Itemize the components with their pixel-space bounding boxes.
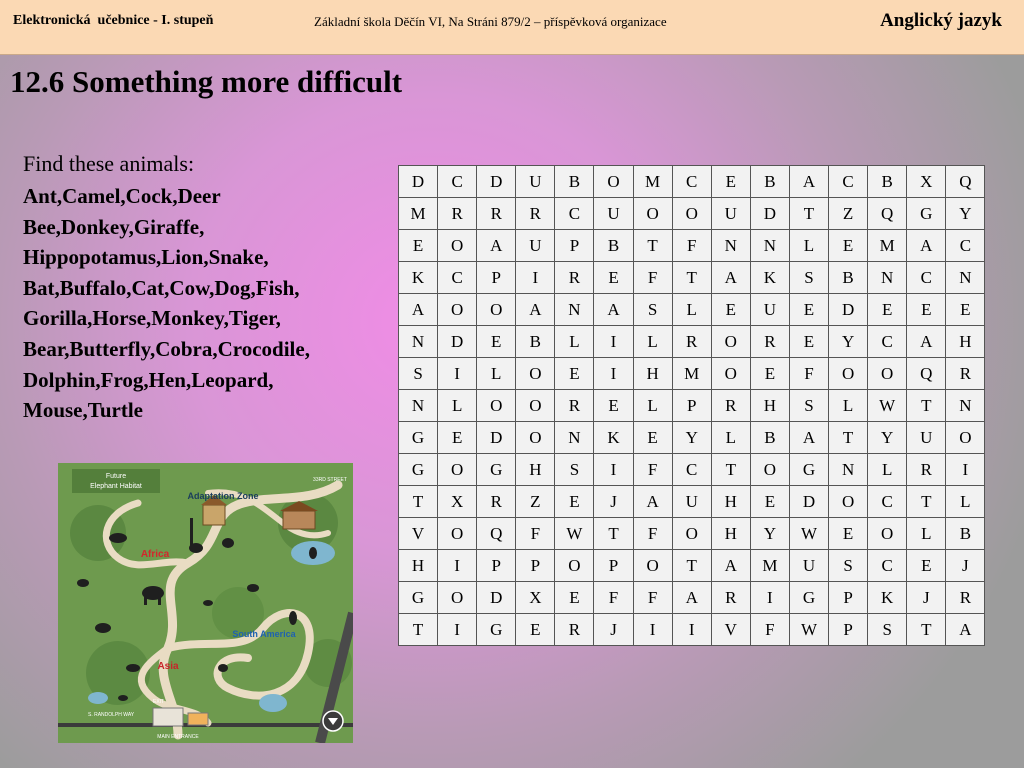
grid-cell: R bbox=[946, 358, 985, 390]
bear-icon bbox=[218, 664, 228, 672]
animal-list-line: Ant,Camel,Cock,Deer bbox=[23, 184, 221, 208]
grid-cell: H bbox=[946, 326, 985, 358]
grid-cell: A bbox=[672, 582, 711, 614]
grid-cell: G bbox=[399, 582, 438, 614]
grid-cell: M bbox=[672, 358, 711, 390]
animal-list-line: Mouse,Turtle bbox=[23, 398, 143, 423]
grid-cell: M bbox=[633, 166, 672, 198]
grid-cell: Q bbox=[946, 166, 985, 198]
grid-cell: O bbox=[946, 422, 985, 454]
grid-cell: G bbox=[477, 614, 516, 646]
grid-cell: C bbox=[868, 550, 907, 582]
grid-cell: R bbox=[711, 582, 750, 614]
grid-cell: I bbox=[594, 454, 633, 486]
grid-cell: C bbox=[946, 230, 985, 262]
grid-cell: T bbox=[399, 486, 438, 518]
grid-cell: F bbox=[633, 518, 672, 550]
grid-cell: R bbox=[555, 390, 594, 422]
page-title: 12.6 Something more difficult bbox=[10, 64, 403, 99]
grid-cell: R bbox=[555, 262, 594, 294]
grid-row bbox=[399, 614, 985, 646]
grid-cell: C bbox=[672, 454, 711, 486]
grid-cell: S bbox=[789, 390, 828, 422]
grid-cell: O bbox=[438, 582, 477, 614]
grid-cell: E bbox=[829, 230, 868, 262]
grid-cell: Y bbox=[829, 326, 868, 358]
grid-cell: O bbox=[672, 518, 711, 550]
grid-cell: G bbox=[907, 198, 946, 230]
grid-cell: X bbox=[907, 166, 946, 198]
grid-cell: Z bbox=[516, 486, 555, 518]
grid-cell: R bbox=[477, 486, 516, 518]
grid-cell: L bbox=[477, 358, 516, 390]
grid-cell: M bbox=[399, 198, 438, 230]
grid-cell: H bbox=[711, 518, 750, 550]
grid-cell: T bbox=[907, 614, 946, 646]
map-label-asia: Asia bbox=[157, 661, 179, 672]
grid-cell: F bbox=[672, 230, 711, 262]
grid-cell: D bbox=[829, 294, 868, 326]
grid-cell: R bbox=[711, 390, 750, 422]
grid-cell: A bbox=[946, 614, 985, 646]
grid-cell: B bbox=[750, 166, 789, 198]
grid-cell: R bbox=[672, 326, 711, 358]
grid-cell: O bbox=[868, 358, 907, 390]
grid-cell: F bbox=[594, 582, 633, 614]
grid-cell: U bbox=[672, 486, 711, 518]
grid-cell: E bbox=[750, 358, 789, 390]
grid-cell: S bbox=[868, 614, 907, 646]
map-label-main-entrance: MAIN ENTRANCE bbox=[157, 734, 199, 740]
grid-cell: T bbox=[672, 262, 711, 294]
grid-cell: T bbox=[399, 614, 438, 646]
grid-row bbox=[399, 198, 985, 230]
grid-cell: O bbox=[516, 358, 555, 390]
grid-row bbox=[399, 294, 985, 326]
grid-row bbox=[399, 582, 985, 614]
grid-cell: O bbox=[594, 166, 633, 198]
grid-cell: B bbox=[829, 262, 868, 294]
animal-list-line: Bat,Buffalo,Cat,Cow,Dog,Fish, bbox=[23, 275, 300, 300]
grid-cell: O bbox=[438, 230, 477, 262]
grid-cell: H bbox=[399, 550, 438, 582]
grid-cell: N bbox=[750, 230, 789, 262]
zebra-icon bbox=[77, 579, 89, 587]
grid-cell: E bbox=[711, 294, 750, 326]
map-label-exit: EXIT bbox=[153, 699, 165, 705]
grid-cell: A bbox=[789, 166, 828, 198]
grid-cell: E bbox=[789, 294, 828, 326]
grid-cell: I bbox=[516, 262, 555, 294]
grid-cell: B bbox=[516, 326, 555, 358]
grid-cell: I bbox=[750, 582, 789, 614]
grid-cell: O bbox=[516, 390, 555, 422]
grid-cell: V bbox=[399, 518, 438, 550]
grid-cell: S bbox=[555, 454, 594, 486]
grid-cell: F bbox=[633, 582, 672, 614]
grid-cell: G bbox=[477, 454, 516, 486]
grid-cell: W bbox=[789, 614, 828, 646]
grid-cell: D bbox=[789, 486, 828, 518]
grid-cell: V bbox=[711, 614, 750, 646]
penguin-icon bbox=[309, 547, 317, 559]
grid-cell: M bbox=[868, 230, 907, 262]
grid-cell: N bbox=[399, 390, 438, 422]
grid-cell: P bbox=[516, 550, 555, 582]
grid-cell: R bbox=[477, 198, 516, 230]
grid-cell: G bbox=[789, 582, 828, 614]
grid-cell: O bbox=[438, 454, 477, 486]
grid-cell: S bbox=[399, 358, 438, 390]
grid-cell: L bbox=[438, 390, 477, 422]
grid-cell: N bbox=[946, 262, 985, 294]
grid-cell: A bbox=[907, 326, 946, 358]
grid-cell: L bbox=[907, 518, 946, 550]
grid-row bbox=[399, 518, 985, 550]
grid-cell: Z bbox=[829, 198, 868, 230]
grid-cell: R bbox=[750, 326, 789, 358]
grid-cell: R bbox=[907, 454, 946, 486]
grid-cell: R bbox=[555, 614, 594, 646]
grid-cell: C bbox=[438, 166, 477, 198]
map-label-adaptation-zone: Adaptation Zone bbox=[187, 491, 259, 501]
grid-cell: H bbox=[633, 358, 672, 390]
grid-cell: N bbox=[946, 390, 985, 422]
grid-row bbox=[399, 550, 985, 582]
grid-cell: O bbox=[477, 390, 516, 422]
map-label-future: Future bbox=[105, 473, 127, 480]
grid-cell: N bbox=[829, 454, 868, 486]
map-label-africa: Africa bbox=[140, 549, 170, 560]
grid-cell: E bbox=[633, 422, 672, 454]
grid-cell: X bbox=[438, 486, 477, 518]
grid-cell: U bbox=[594, 198, 633, 230]
grid-cell: L bbox=[672, 294, 711, 326]
grid-row bbox=[399, 166, 985, 198]
grid-cell: A bbox=[516, 294, 555, 326]
grid-cell: T bbox=[711, 454, 750, 486]
grid-cell: H bbox=[711, 486, 750, 518]
grid-cell: G bbox=[399, 454, 438, 486]
grid-cell: M bbox=[750, 550, 789, 582]
grid-cell: K bbox=[594, 422, 633, 454]
grid-cell: N bbox=[555, 294, 594, 326]
zoo-map-image bbox=[58, 463, 353, 743]
grid-cell: P bbox=[477, 550, 516, 582]
grid-cell: O bbox=[868, 518, 907, 550]
page-header bbox=[0, 0, 1024, 55]
grid-cell: I bbox=[594, 358, 633, 390]
animal-list-line: Dolphin,Frog,Hen,Leopard, bbox=[23, 367, 274, 392]
grid-cell: A bbox=[477, 230, 516, 262]
grid-cell: Y bbox=[868, 422, 907, 454]
grid-cell: D bbox=[477, 422, 516, 454]
grid-cell: A bbox=[711, 262, 750, 294]
grid-cell: O bbox=[633, 550, 672, 582]
grid-cell: I bbox=[672, 614, 711, 646]
animal-list-line: Gorilla,Horse,Monkey,Tiger, bbox=[23, 306, 281, 331]
grid-cell: N bbox=[868, 262, 907, 294]
elephant-leg-icon bbox=[144, 597, 147, 605]
grid-cell: T bbox=[789, 198, 828, 230]
giraffe-icon bbox=[189, 543, 203, 553]
grid-cell: D bbox=[477, 166, 516, 198]
rhino-icon bbox=[109, 533, 127, 543]
grid-cell: K bbox=[868, 582, 907, 614]
map-label-south-america: South America bbox=[232, 629, 296, 639]
grid-cell: L bbox=[946, 486, 985, 518]
grid-cell: C bbox=[868, 326, 907, 358]
map-label-elephant-habitat: Elephant Habitat bbox=[90, 483, 142, 490]
grid-cell: W bbox=[555, 518, 594, 550]
grid-cell: J bbox=[907, 582, 946, 614]
grid-cell: A bbox=[399, 294, 438, 326]
tiger-icon bbox=[126, 664, 140, 672]
grid-row bbox=[399, 262, 985, 294]
grid-cell: O bbox=[477, 294, 516, 326]
grid-cell: G bbox=[399, 422, 438, 454]
grid-cell: C bbox=[555, 198, 594, 230]
grid-cell: L bbox=[633, 326, 672, 358]
jaguar-icon bbox=[247, 584, 259, 592]
grid-cell: I bbox=[633, 614, 672, 646]
animal-list-line: Hippopotamus,Lion,Snake, bbox=[23, 245, 269, 270]
grid-cell: T bbox=[672, 550, 711, 582]
grid-cell: H bbox=[750, 390, 789, 422]
grid-cell: Q bbox=[477, 518, 516, 550]
grid-cell: L bbox=[868, 454, 907, 486]
grid-row bbox=[399, 454, 985, 486]
grid-cell: N bbox=[399, 326, 438, 358]
grid-cell: F bbox=[516, 518, 555, 550]
grid-cell: Q bbox=[907, 358, 946, 390]
pond-south bbox=[259, 694, 287, 712]
grid-cell: I bbox=[438, 614, 477, 646]
grid-cell: P bbox=[477, 262, 516, 294]
grid-cell: A bbox=[789, 422, 828, 454]
grid-row bbox=[399, 326, 985, 358]
grid-cell: C bbox=[438, 262, 477, 294]
grid-cell: E bbox=[477, 326, 516, 358]
gorilla-icon bbox=[222, 538, 234, 548]
grid-cell: O bbox=[750, 454, 789, 486]
grid-row bbox=[399, 390, 985, 422]
grid-cell: A bbox=[633, 486, 672, 518]
grid-cell: R bbox=[516, 198, 555, 230]
grid-cell: L bbox=[789, 230, 828, 262]
grid-cell: U bbox=[711, 198, 750, 230]
grid-cell: P bbox=[829, 582, 868, 614]
grid-cell: O bbox=[672, 198, 711, 230]
grid-cell: P bbox=[672, 390, 711, 422]
header-left-text: Elektronická učebnice - I. stupeň bbox=[13, 13, 214, 28]
grid-cell: E bbox=[789, 326, 828, 358]
grid-cell: J bbox=[594, 614, 633, 646]
grid-cell: E bbox=[711, 166, 750, 198]
grid-cell: L bbox=[633, 390, 672, 422]
grid-cell: I bbox=[438, 358, 477, 390]
grid-cell: E bbox=[516, 614, 555, 646]
grid-cell: G bbox=[789, 454, 828, 486]
grid-cell: A bbox=[907, 230, 946, 262]
grid-cell: E bbox=[946, 294, 985, 326]
grid-cell: J bbox=[946, 550, 985, 582]
grid-cell: S bbox=[789, 262, 828, 294]
grid-cell: Q bbox=[868, 198, 907, 230]
grid-cell: I bbox=[438, 550, 477, 582]
grid-cell: R bbox=[946, 582, 985, 614]
header-center-text: Základní škola Děčín VI, Na Stráni 879/2 – příspěvková organizace bbox=[314, 14, 667, 29]
grid-cell: O bbox=[438, 294, 477, 326]
map-label-randolph-way: S. RANDOLPH WAY bbox=[88, 712, 135, 718]
grid-cell: U bbox=[516, 166, 555, 198]
grid-cell: B bbox=[868, 166, 907, 198]
grid-cell: E bbox=[594, 390, 633, 422]
animal-list-line: Bear,Butterfly,Cobra,Crocodile, bbox=[23, 336, 310, 361]
crocodile-icon bbox=[118, 695, 128, 701]
grid-cell: T bbox=[907, 390, 946, 422]
grid-cell: U bbox=[750, 294, 789, 326]
grid-cell: E bbox=[907, 550, 946, 582]
grid-cell: U bbox=[516, 230, 555, 262]
grid-cell: S bbox=[829, 550, 868, 582]
grid-cell: E bbox=[555, 582, 594, 614]
grid-cell: D bbox=[477, 582, 516, 614]
grid-cell: O bbox=[438, 518, 477, 550]
grid-cell: E bbox=[399, 230, 438, 262]
animal-list bbox=[23, 181, 383, 426]
grid-row bbox=[399, 230, 985, 262]
grid-cell: B bbox=[946, 518, 985, 550]
grid-cell: Y bbox=[750, 518, 789, 550]
grid-cell: K bbox=[750, 262, 789, 294]
grid-cell: D bbox=[438, 326, 477, 358]
grid-cell: U bbox=[789, 550, 828, 582]
word-search-grid bbox=[398, 165, 985, 646]
map-label-street: 33RD STREET bbox=[313, 477, 347, 483]
grid-cell: K bbox=[399, 262, 438, 294]
grid-cell: Y bbox=[946, 198, 985, 230]
grid-cell: E bbox=[907, 294, 946, 326]
grid-cell: T bbox=[633, 230, 672, 262]
grid-row bbox=[399, 486, 985, 518]
grid-cell: D bbox=[750, 198, 789, 230]
grid-cell: L bbox=[711, 422, 750, 454]
grid-cell: W bbox=[789, 518, 828, 550]
grid-cell: A bbox=[711, 550, 750, 582]
grid-cell: N bbox=[555, 422, 594, 454]
grid-cell: X bbox=[516, 582, 555, 614]
grid-cell: T bbox=[594, 518, 633, 550]
grid-cell: O bbox=[633, 198, 672, 230]
grid-cell: C bbox=[829, 166, 868, 198]
grid-cell: L bbox=[829, 390, 868, 422]
grid-cell: C bbox=[868, 486, 907, 518]
grid-row bbox=[399, 358, 985, 390]
grid-cell: P bbox=[829, 614, 868, 646]
grid-cell: U bbox=[907, 422, 946, 454]
grid-cell: E bbox=[555, 486, 594, 518]
grid-cell: L bbox=[555, 326, 594, 358]
instructions-text: Find these animals: bbox=[23, 151, 195, 176]
llama-icon bbox=[289, 611, 297, 625]
grid-cell: O bbox=[829, 358, 868, 390]
grid-cell: E bbox=[750, 486, 789, 518]
grid-cell: W bbox=[868, 390, 907, 422]
grid-cell: T bbox=[829, 422, 868, 454]
grid-cell: C bbox=[907, 262, 946, 294]
grid-cell: S bbox=[633, 294, 672, 326]
grid-cell: E bbox=[438, 422, 477, 454]
grid-cell: E bbox=[829, 518, 868, 550]
grid-cell: O bbox=[829, 486, 868, 518]
grid-cell: O bbox=[711, 358, 750, 390]
grid-cell: F bbox=[789, 358, 828, 390]
grid-cell: P bbox=[594, 550, 633, 582]
grid-cell: Y bbox=[672, 422, 711, 454]
grid-cell: E bbox=[594, 262, 633, 294]
grid-cell: N bbox=[711, 230, 750, 262]
grid-cell: I bbox=[594, 326, 633, 358]
grid-cell: O bbox=[711, 326, 750, 358]
grid-cell: F bbox=[633, 454, 672, 486]
grid-cell: P bbox=[555, 230, 594, 262]
grid-cell: A bbox=[594, 294, 633, 326]
grid-cell: B bbox=[555, 166, 594, 198]
grid-cell: H bbox=[516, 454, 555, 486]
grid-cell: E bbox=[555, 358, 594, 390]
grid-cell: B bbox=[750, 422, 789, 454]
grid-cell: E bbox=[868, 294, 907, 326]
grid-cell: T bbox=[907, 486, 946, 518]
grid-row bbox=[399, 422, 985, 454]
grid-cell: I bbox=[946, 454, 985, 486]
grid-cell: F bbox=[750, 614, 789, 646]
grid-cell: C bbox=[672, 166, 711, 198]
header-subject: Anglický jazyk bbox=[880, 10, 1002, 31]
grid-cell: O bbox=[555, 550, 594, 582]
grid-cell: R bbox=[438, 198, 477, 230]
hippo-icon bbox=[95, 623, 111, 633]
grid-cell: O bbox=[516, 422, 555, 454]
giraffe-neck-icon bbox=[190, 518, 193, 548]
grid-cell: J bbox=[594, 486, 633, 518]
grid-cell: B bbox=[594, 230, 633, 262]
animal-list-line: Bee,Donkey,Giraffe, bbox=[23, 214, 205, 239]
grid-cell: F bbox=[633, 262, 672, 294]
grid-cell: D bbox=[399, 166, 438, 198]
deer-icon bbox=[203, 600, 213, 606]
